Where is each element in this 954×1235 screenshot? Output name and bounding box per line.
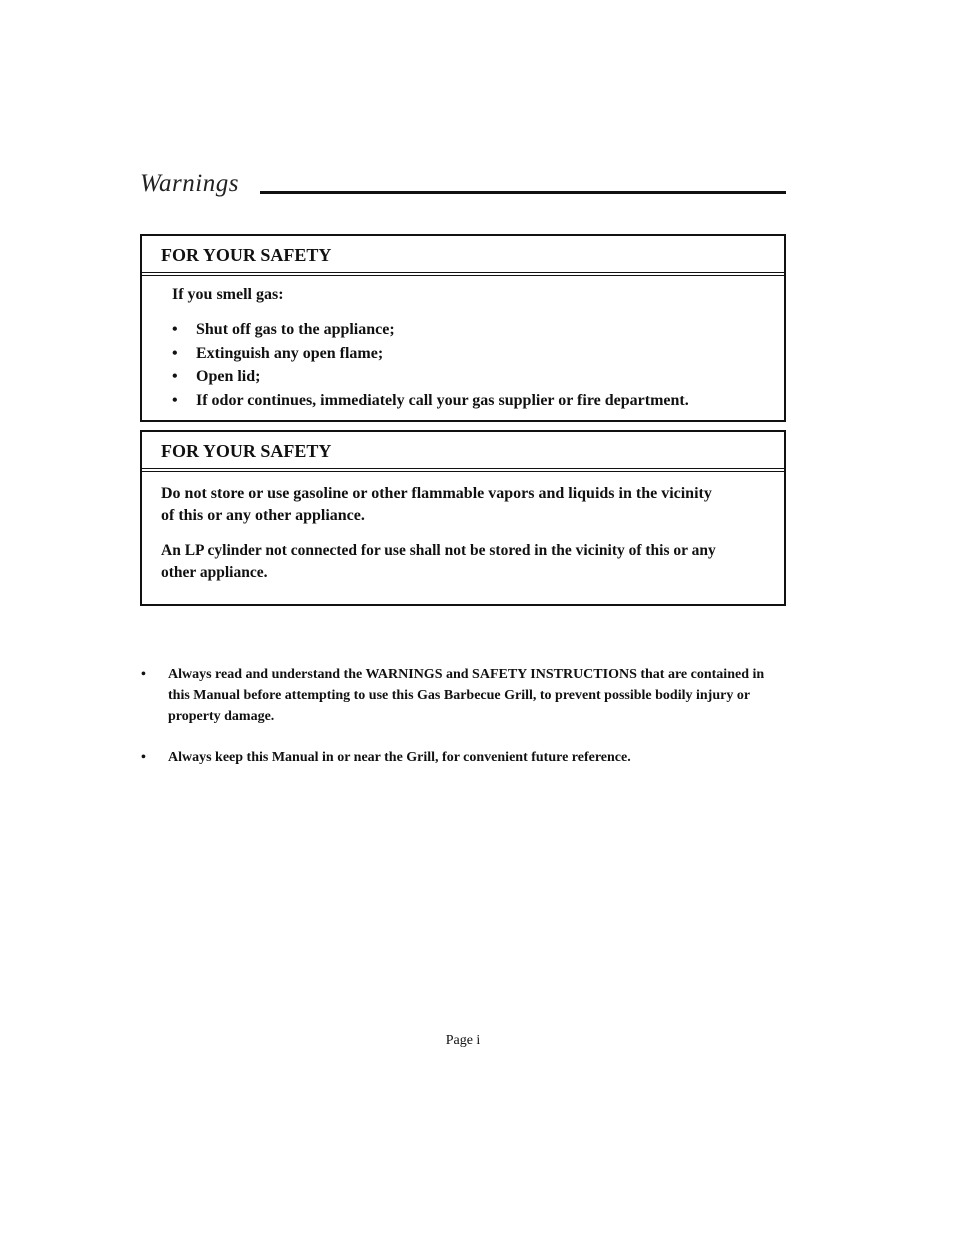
list-item: • Always keep this Manual in or near the Grill, for convenient future reference. bbox=[140, 747, 786, 768]
safety-paragraph: An LP cylinder not connected for use shall not be stored in the vicinity of this or any other appliance. bbox=[161, 542, 716, 581]
safety-steps-list bbox=[172, 320, 689, 414]
safety-intro: If you smell gas: bbox=[172, 286, 284, 303]
list-item: • Extinguish any open flame; bbox=[172, 344, 689, 368]
safety-box-title: FOR YOUR SAFETY bbox=[142, 236, 784, 276]
list-item: • Always read and understand the WARNINGS and SAFETY INSTRUCTIONS that are contained in this Manual before attempting to use this Gas Barbecue Grill, to prevent possible bodily injury or property damage. bbox=[140, 664, 786, 727]
safety-box-flammables bbox=[140, 430, 786, 606]
general-notes-list bbox=[140, 664, 786, 788]
header-rule bbox=[260, 191, 786, 194]
safety-box-gas-smell bbox=[140, 234, 786, 422]
section-title: Warnings bbox=[140, 170, 239, 197]
page-number: Page i bbox=[445, 1033, 481, 1048]
list-item: • If odor continues, immediately call your gas supplier or fire department. bbox=[172, 391, 689, 415]
safety-paragraph: Do not store or use gasoline or other flammable vapors and liquids in the vicinity of this or any other appliance. bbox=[161, 485, 712, 524]
safety-box-title: FOR YOUR SAFETY bbox=[142, 432, 784, 472]
list-item: • Shut off gas to the appliance; bbox=[172, 320, 689, 344]
section-header bbox=[140, 168, 786, 202]
list-item: • Open lid; bbox=[172, 367, 689, 391]
